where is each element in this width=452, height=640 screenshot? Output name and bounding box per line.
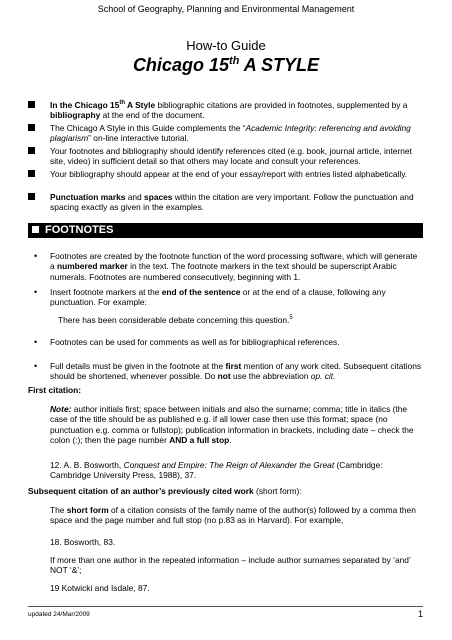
first-citation-heading: First citation:	[28, 385, 82, 395]
section-heading-footnotes: FOOTNOTES	[28, 223, 423, 238]
square-bullet-icon	[28, 170, 35, 177]
page-number: 1	[418, 609, 424, 619]
school-header: School of Geography, Planning and Environmental Management	[97, 4, 355, 14]
footnote-bullet-4: • Full details must be given in the footnote at the first mention of any work cited. Subsequent citations should be shortened, whenever possible. Do not use the abbreviation op. cit.	[34, 361, 422, 382]
footer-divider	[28, 606, 423, 607]
multi-author-paragraph: If more than one author in the repeated information – include author surnames separated by ‘and’ NOT ‘&’;	[50, 555, 411, 576]
guide-label: How-to Guide	[186, 38, 266, 53]
subsequent-citation-heading: Subsequent citation of an author’s previously cited work (short form):	[28, 486, 302, 496]
square-bullet-icon	[28, 101, 35, 108]
note-paragraph: Note: author initials first; space between initials and also the surname; comma; title in italics (the case of the title should be as published e.g. if all lower case then use this format; space (no punctuation e.g. comma or fullstop); publication information in brackets, including date – check the colon (:); then the page number AND a full stop.	[50, 404, 414, 446]
footnote-bullet-3: • Footnotes can be used for comments as well as for bibliographical references.	[34, 337, 340, 347]
square-bullet-icon	[28, 147, 35, 154]
example-citation-12: 12. A. B. Bosworth, Conquest and Empire: The Reign of Alexander the Great (Cambridge: Cambridge University Press, 1988), 37.	[50, 460, 383, 481]
bullet-dot-icon: •	[34, 251, 38, 261]
intro-bullet-2: The Chicago A Style in this Guide complements the “Academic Integrity: referencing and avoiding plagiarism” on-line interactive tutorial.	[28, 123, 423, 144]
square-bullet-icon	[28, 193, 35, 200]
short-form-paragraph: The short form of a citation consists of the family name of the author(s) followed by a comma then space and the page number and full stop (no p.83 as in Harvard). For example,	[50, 505, 416, 526]
bullet-dot-icon: •	[34, 361, 38, 371]
bullet-dot-icon: •	[34, 337, 38, 347]
bullet-dot-icon: •	[34, 287, 38, 297]
square-bullet-icon	[32, 226, 39, 233]
example-citation-19: 19 Kotwicki and Isdale, 87.	[50, 583, 150, 593]
example-citation-18: 18. Bosworth, 83.	[50, 537, 116, 547]
page-title: Chicago 15th A STYLE	[132, 55, 320, 75]
footnote-bullet-2: • Insert footnote markers at the end of the sentence or at the end of a clause, following any punctuation. For example:	[34, 287, 386, 308]
updated-date: updated 24/Mar/2009	[28, 611, 90, 618]
footnote-bullet-1: • Footnotes are created by the footnote function of the word processing software, which will generate a numbered marker in the text. The footnote markers in the text should be superscript Arabic numerals. Footnotes are numbered consecutively, beginning with 1.	[34, 251, 418, 282]
footnote-example: There has been considerable debate concerning this question.$^5$	[58, 315, 293, 325]
intro-bullet-3: Your footnotes and bibliography should identify references cited (e.g. book, journal article, internet site, video) in sufficient detail so that others may locate and consult your references.	[28, 146, 423, 167]
square-bullet-icon	[28, 124, 35, 131]
intro-bullet-4: Your bibliography should appear at the end of your essay/report with entries listed alphabetically.	[28, 169, 423, 179]
intro-bullet-1: In the Chicago 15th A Style bibliographic citations are provided in footnotes, supplemented by a bibliography at the end of the document.	[28, 100, 423, 121]
intro-bullet-5: Punctuation marks and spaces within the citation are very important. Follow the punctuation and spacing exactly as given in the examples.	[28, 192, 423, 213]
